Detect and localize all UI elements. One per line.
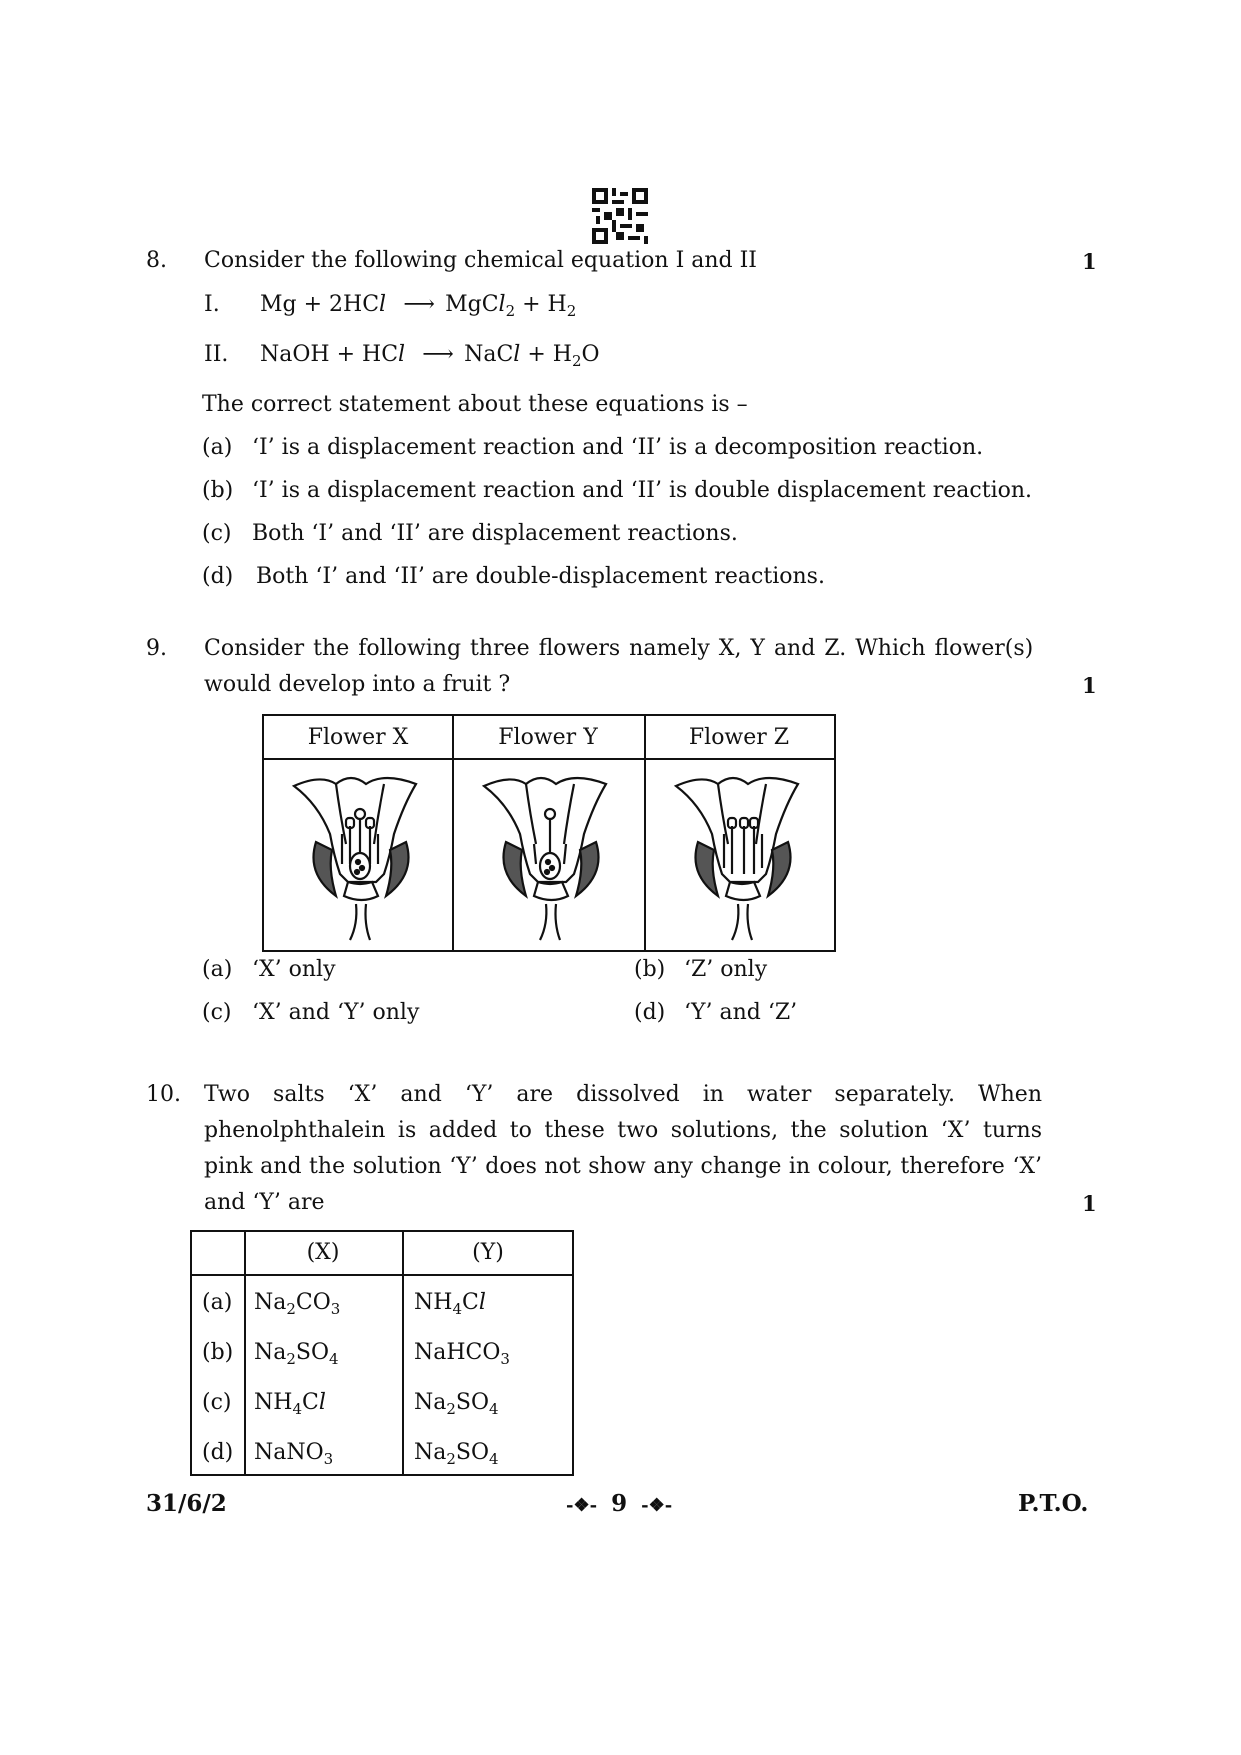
question-9-line-2: would develop into a fruit ? [204, 672, 511, 697]
option-label: (d) [202, 564, 234, 589]
flower-y-illustration [456, 764, 642, 950]
question-8-option-d [202, 564, 825, 589]
row-d-x: NaNO$_3$ [254, 1440, 334, 1468]
equation-2-label: II. [204, 342, 229, 367]
row-d-label: (d) [202, 1440, 234, 1465]
equation-1-label: I. [204, 292, 220, 317]
column-x-header: (X) [306, 1240, 340, 1265]
option-label: (a) [202, 957, 233, 982]
paper-code: 31/6/2 [146, 1490, 227, 1517]
equation-1-formula: Mg + 2HCl ⟶ MgCl$_2$ + $H_2$ [260, 292, 577, 320]
qr-code [592, 188, 648, 244]
row-b-x: $Na_2SO_4$ [254, 1340, 339, 1368]
question-8-text: Consider the following chemical equation I and II [204, 248, 757, 273]
equation-2-formula: NaOH + HCl ⟶ NaCl + $H_2O$ [260, 342, 600, 370]
table-divider [644, 716, 646, 950]
row-b-label: (b) [202, 1340, 234, 1365]
question-9-option-b [634, 957, 767, 982]
flower-table [262, 714, 836, 952]
question-9-option-c [202, 1000, 419, 1025]
question-9-number: 9. [146, 636, 167, 661]
question-9-option-d [634, 1000, 797, 1025]
flower-z-illustration [648, 764, 834, 950]
table-divider [192, 1274, 572, 1276]
equation-1 [204, 292, 577, 320]
option-text: Both ‘I’ and ‘II’ are displacement reactions. [252, 521, 738, 546]
question-8-prompt: The correct statement about these equations is – [202, 392, 748, 417]
row-a-y: $NH_4Cl$ [414, 1290, 486, 1318]
option-label: (d) [634, 1000, 666, 1025]
salts-table [190, 1230, 574, 1476]
question-8-option-a [202, 435, 983, 460]
flower-x-header: Flower X [264, 716, 452, 760]
question-10-line-4: and ‘Y’ are [204, 1190, 325, 1215]
row-b-y: NaHCO$_3$ [414, 1340, 510, 1368]
option-label: (a) [202, 435, 233, 460]
row-a-x: $Na_2CO_3$ [254, 1290, 341, 1318]
page-number-group [566, 1490, 672, 1517]
option-text: ‘X’ and ‘Y’ only [252, 1000, 420, 1025]
row-c-label: (c) [202, 1390, 232, 1415]
question-9-option-a [202, 957, 336, 982]
question-8-marks: 1 [1082, 249, 1097, 274]
row-d-y: $Na_2SO_4$ [414, 1440, 499, 1468]
question-8-option-b [202, 478, 1032, 503]
option-label: (b) [634, 957, 666, 982]
option-text: ‘Y’ and ‘Z’ [684, 1000, 798, 1025]
flower-z-header: Flower Z [644, 716, 834, 760]
table-divider [452, 716, 454, 950]
option-label: (c) [202, 521, 232, 546]
question-10-line-3: pink and the solution ‘Y’ does not show any change in colour, therefore ‘X’ [204, 1154, 1042, 1179]
option-text: ‘X’ only [252, 957, 336, 982]
option-text: ‘I’ is a displacement reaction and ‘II’ is a decomposition reaction. [252, 435, 984, 460]
question-8-number: 8. [146, 248, 167, 273]
question-10-number: 10. [146, 1082, 181, 1107]
question-10-line-2: phenolphthalein is added to these two solutions, the solution ‘X’ turns [204, 1118, 1042, 1143]
question-10-marks: 1 [1082, 1191, 1097, 1216]
row-c-x: $NH_4Cl$ [254, 1390, 326, 1418]
flower-x-illustration [266, 764, 452, 950]
option-text: ‘Z’ only [684, 957, 768, 982]
row-c-y: $Na_2SO_4$ [414, 1390, 499, 1418]
question-9-marks: 1 [1082, 673, 1097, 698]
row-a-label: (a) [202, 1290, 233, 1315]
option-text: ‘I’ is a displacement reaction and ‘II’ is double displacement reaction. [252, 478, 1033, 503]
column-y-header: (Y) [472, 1240, 504, 1265]
ornament-right-icon: -❖- [641, 1495, 673, 1516]
option-label: (b) [202, 478, 234, 503]
flower-y-header: Flower Y [452, 716, 644, 760]
question-8-option-c [202, 521, 738, 546]
equation-2 [204, 342, 600, 370]
option-text: Both ‘I’ and ‘II’ are double-displacement reactions. [256, 564, 825, 589]
ornament-left-icon: -❖- [566, 1495, 598, 1516]
table-divider [402, 1232, 404, 1474]
option-label: (c) [202, 1000, 232, 1025]
question-9-line-1: Consider the following three flowers namely X, Y and Z. Which flower(s) [204, 636, 1034, 661]
page-number: 9 [611, 1490, 628, 1517]
please-turn-over: P.T.O. [1018, 1490, 1089, 1517]
question-10-line-1: Two salts ‘X’ and ‘Y’ are dissolved in water separately. When [204, 1082, 1042, 1107]
table-divider [244, 1232, 246, 1474]
